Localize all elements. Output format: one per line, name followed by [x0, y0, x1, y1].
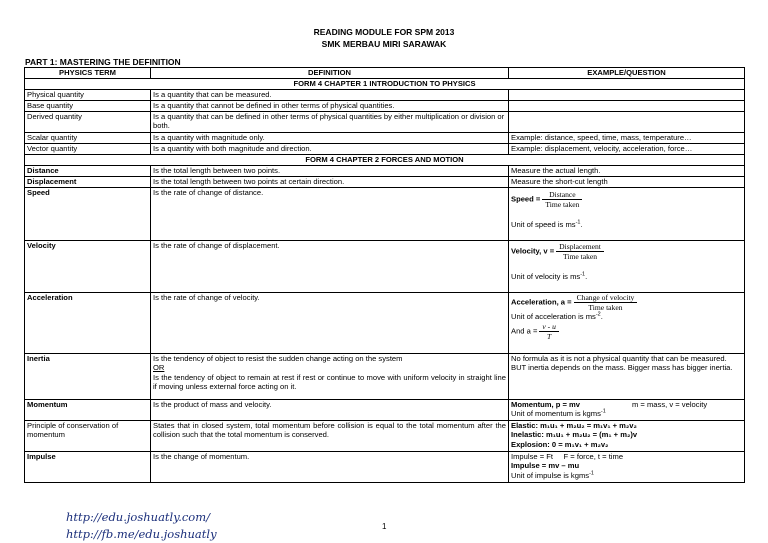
definition-cell: Is the total length between two points. — [151, 166, 509, 177]
impulse-unit: Unit of impulse is kgms$^{-1}$ — [511, 470, 594, 480]
definition-cell: Is a quantity that can be defined in other terms of physical quantities by either multiplication or division or both. — [151, 112, 509, 133]
example-cell — [509, 241, 745, 293]
table-row — [25, 166, 745, 177]
definition-cell: Is the change of momentum. — [151, 452, 509, 483]
table-row — [25, 177, 745, 188]
table-row — [25, 293, 745, 354]
table-row — [25, 241, 745, 293]
table-row — [25, 101, 745, 112]
section-header-chapter-1: FORM 4 CHAPTER 1 INTRODUCTION TO PHYSICS — [25, 79, 745, 90]
term-cell: Vector quantity — [25, 144, 151, 155]
acceleration-and-label: And a = — [511, 326, 538, 336]
example-cell — [509, 400, 745, 421]
website-link[interactable]: http://edu.joshuatly.com/ — [66, 510, 210, 524]
term-cell: Speed — [25, 188, 151, 241]
facebook-link[interactable]: http://fb.me/edu.joshuatly — [66, 527, 217, 541]
example-cell: Elastic: m₁u₁ + m₂u₂ = m₁v₁ + m₂v₂ Inelastic: m₁u₁ + m₂u₂ = (m₁ + m₂)v Explosion: 0 = m₁v₁ + m₂v₂ — [509, 421, 745, 452]
acceleration-fraction: $\frac{\text{Change of velocity}}{\text{Time taken}}$ — [574, 293, 638, 312]
page-number: 1 — [382, 522, 387, 531]
velocity-unit: Unit of velocity is $ms^{-1}$. — [511, 271, 588, 281]
momentum-formula: Momentum, p = mv — [511, 400, 580, 409]
speed-unit: Unit of speed is $ms^{-1}$. — [511, 219, 583, 229]
definition-table — [24, 67, 745, 483]
term-cell: Physical quantity — [25, 90, 151, 101]
definition-cell: Is a quantity with both magnitude and direction. — [151, 144, 509, 155]
table-row — [25, 144, 745, 155]
column-header-example: EXAMPLE/QUESTION — [509, 68, 745, 79]
term-cell: Scalar quantity — [25, 133, 151, 144]
term-cell: Momentum — [25, 400, 151, 421]
speed-formula-label: Speed = — [511, 194, 541, 204]
acceleration-fraction-2: $\frac{v - u}{T}$ — [539, 322, 559, 341]
term-cell: Impulse — [25, 452, 151, 483]
column-header-definition: DEFINITION — [151, 68, 509, 79]
table-row — [25, 133, 745, 144]
table-row — [25, 90, 745, 101]
example-cell: Measure the short-cut length — [509, 177, 745, 188]
section-header-chapter-2: FORM 4 CHAPTER 2 FORCES AND MOTION — [25, 155, 745, 166]
table-row — [25, 452, 745, 483]
definition-cell: States that in closed system, total momentum before collision is equal to the total momentum after the collision such that the total momentum is conserved. — [151, 421, 509, 452]
example-cell — [509, 188, 745, 241]
example-cell: No formula as it is not a physical quantity that can be measured. BUT inertia depends on the mass. Bigger mass has bigger inertia. — [509, 354, 745, 400]
definition-cell: Is the tendency of object to resist the sudden change acting on the system OR Is the tendency of object to remain at rest if rest or continue to move with uniform velocity in straight line if moving unless external force acting on it. — [151, 354, 509, 400]
definition-cell: Is the rate of change of velocity. — [151, 293, 509, 354]
document-title: READING MODULE FOR SPM 2013 — [313, 27, 455, 37]
table-row — [25, 354, 745, 400]
momentum-note: m = mass, v = velocity — [632, 400, 708, 409]
school-name: SMK MERBAU MIRI SARAWAK — [321, 39, 447, 49]
table-row — [25, 421, 745, 452]
example-cell: Example: distance, speed, time, mass, temperature… — [509, 133, 745, 144]
term-cell: Inertia — [25, 354, 151, 400]
definition-cell: Is the rate of change of displacement. — [151, 241, 509, 293]
speed-fraction: $\frac{\text{Distance}}{\text{Time taken}}$ — [542, 190, 582, 209]
definition-cell: Is a quantity that cannot be defined in other terms of physical quantities. — [151, 101, 509, 112]
example-cell: Measure the actual length. — [509, 166, 745, 177]
momentum-unit: Unit of momentum is kgms$^{-1}$ — [511, 408, 606, 419]
term-cell: Base quantity — [25, 101, 151, 112]
part-title: PART 1: MASTERING THE DEFINITION — [25, 57, 181, 67]
term-cell: Displacement — [25, 177, 151, 188]
velocity-formula-label: Velocity, v = — [511, 246, 555, 256]
term-cell: Principle of conservation of momentum — [25, 421, 151, 452]
example-cell — [509, 112, 745, 133]
table-row — [25, 188, 745, 241]
example-cell — [509, 90, 745, 101]
term-cell: Distance — [25, 166, 151, 177]
acceleration-formula-label: Acceleration, a = — [511, 297, 572, 307]
velocity-fraction: $\frac{\text{Displacement}}{\text{Time taken}}$ — [556, 242, 604, 261]
example-cell — [509, 293, 745, 354]
example-cell: Impulse = Ft F = force, t = time Impulse = mv – mu Unit of impulse is kgms$^{-1}$ — [509, 452, 745, 483]
table-row — [25, 112, 745, 133]
definition-cell: Is the rate of change of distance. — [151, 188, 509, 241]
column-header-term: PHYSICS TERM — [25, 68, 151, 79]
term-cell: Derived quantity — [25, 112, 151, 133]
example-cell: Example: displacement, velocity, acceleration, force… — [509, 144, 745, 155]
term-cell: Velocity — [25, 241, 151, 293]
definition-cell: Is a quantity that can be measured. — [151, 90, 509, 101]
example-cell — [509, 101, 745, 112]
definition-cell: Is the product of mass and velocity. — [151, 400, 509, 421]
definition-cell: Is a quantity with magnitude only. — [151, 133, 509, 144]
table-row — [25, 400, 745, 421]
acceleration-unit: Unit of acceleration is $ms^{-2}$. — [511, 311, 603, 321]
definition-cell: Is the total length between two points at certain direction. — [151, 177, 509, 188]
term-cell: Acceleration — [25, 293, 151, 354]
